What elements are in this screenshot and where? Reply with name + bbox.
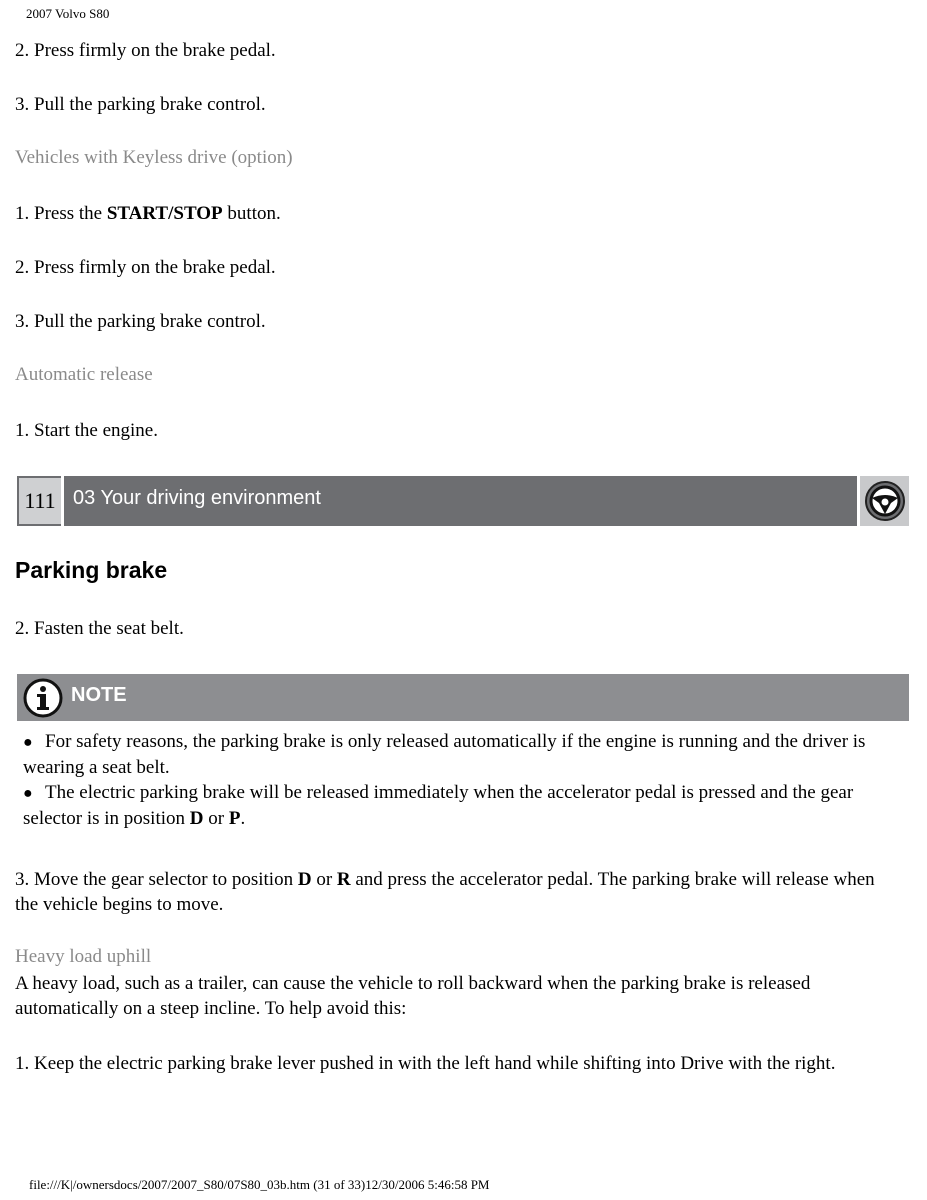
note-banner — [17, 674, 909, 721]
chapter-bar — [17, 476, 909, 526]
step-text: 3. Pull the parking brake control. — [15, 94, 266, 115]
note-bullets — [23, 729, 903, 831]
chapter-title: 03 Your driving environment — [73, 487, 321, 509]
list-item: ● For safety reasons, the parking brake is only released automatically if the engine is running and the driver is wearing a seat belt. — [23, 731, 866, 778]
step-text: 3. Move the gear selector to position D or R and press the accelerator pedal. The parking brake will release when the vehicle begins to move. — [15, 869, 875, 915]
document-title: 2007 Volvo S80 — [26, 6, 110, 21]
subheading: Vehicles with Keyless drive (option) — [15, 147, 293, 168]
step-text: 3. Pull the parking brake control. — [15, 311, 266, 332]
step-text: 1. Start the engine. — [15, 420, 158, 441]
subheading: Heavy load uphill — [15, 946, 152, 967]
note-label: NOTE — [71, 684, 127, 706]
step-text: 2. Press firmly on the brake pedal. — [15, 40, 276, 61]
bullet-icon: ● — [23, 734, 33, 751]
step-text: 2. Press firmly on the brake pedal. — [15, 257, 276, 278]
bullet-icon: ● — [23, 785, 33, 802]
button-name: START/STOP — [106, 203, 223, 224]
subheading: Automatic release — [15, 364, 153, 385]
step-text: 1. Keep the electric parking brake lever pushed in with the left hand while shifting into Drive with the right. — [15, 1053, 836, 1074]
list-item: ● The electric parking brake will be released immediately when the accelerator pedal is pressed and the gear selector is in position D or P. — [23, 782, 854, 829]
paragraph: A heavy load, such as a trailer, can cause the vehicle to roll backward when the parking brake is released automatically on a steep incline. To help avoid this: — [15, 973, 811, 1019]
page-number: 111 — [19, 478, 61, 524]
step-text: 1. Press the START/STOP button. — [15, 203, 281, 224]
info-icon — [23, 678, 63, 723]
step-text: 2. Fasten the seat belt. — [15, 618, 184, 639]
file-path-footer: file:///K|/ownersdocs/2007/2007_S80/07S80_03b.htm (31 of 33)12/30/2006 5:46:58 PM — [29, 1177, 490, 1192]
section-heading: Parking brake — [15, 557, 168, 583]
steering-wheel-icon — [857, 476, 909, 526]
